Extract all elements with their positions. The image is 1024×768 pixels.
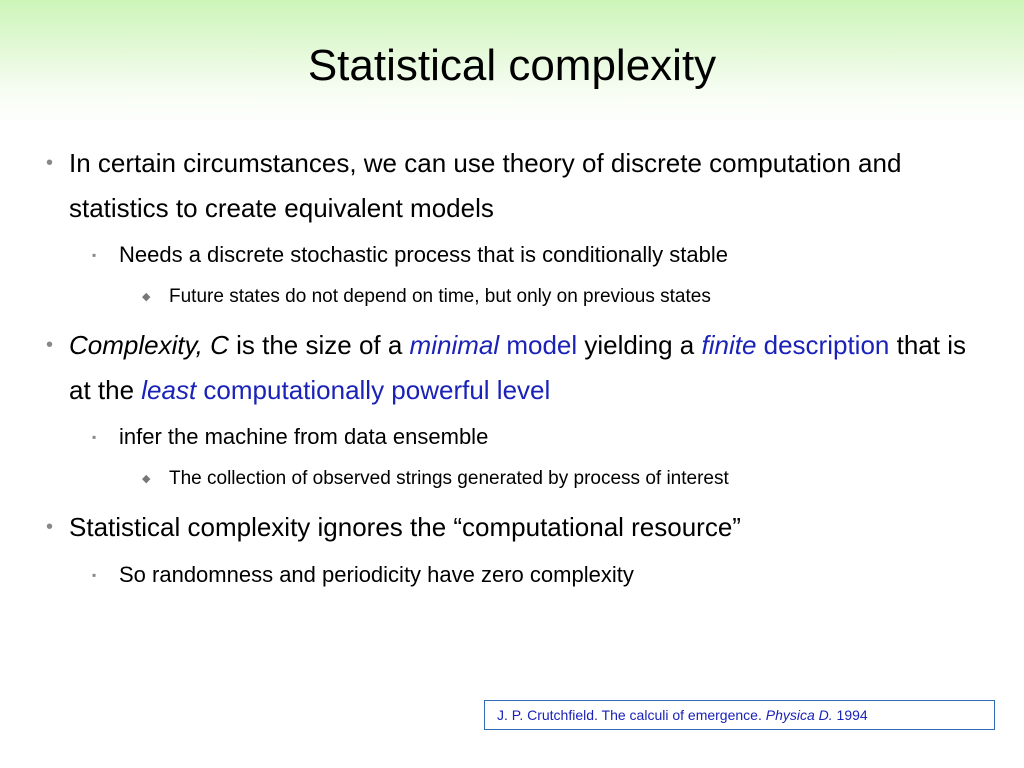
- bullet-level2: [92, 420, 972, 454]
- bullet-level3: [142, 282, 982, 312]
- bullet-level3: [142, 464, 982, 494]
- text-run: is the size of a: [228, 330, 410, 360]
- bullet-level2: [92, 558, 972, 592]
- bullet-level1: [46, 505, 976, 550]
- bullet-text: In certain circumstances, we can use theory of discrete computation and statistics to create equivalent models: [69, 148, 902, 223]
- citation-box: [484, 700, 995, 730]
- bullet-marker-level1: •: [46, 334, 54, 356]
- emphasis-description: description: [756, 330, 890, 360]
- bullet-text: Future states do not depend on time, but only on previous states: [169, 286, 711, 307]
- bullet-marker-level2: ▪: [92, 568, 97, 582]
- bullet-marker-level1: •: [46, 152, 54, 174]
- emphasis-finite: finite: [701, 330, 757, 360]
- bullet-text: So randomness and periodicity have zero complexity: [119, 562, 634, 587]
- complexity-term: Complexity, C: [69, 330, 229, 360]
- citation-year: 1994: [832, 707, 868, 723]
- bullet-text: The collection of observed strings generated by process of interest: [169, 468, 729, 489]
- emphasis-minimal: minimal: [409, 330, 500, 360]
- text-run: that is at the: [69, 330, 966, 405]
- emphasis-computationally-powerful: computationally powerful level: [196, 375, 551, 405]
- citation-journal: Physica D.: [765, 707, 833, 723]
- bullet-text: Statistical complexity ignores the “computational resource”: [69, 512, 741, 542]
- citation-author-title: J. P. Crutchfield. The calculi of emergence.: [497, 707, 766, 723]
- emphasis-least: least: [141, 375, 197, 405]
- bullet-marker-level2: ▪: [92, 430, 97, 444]
- text-run: yielding a: [577, 330, 702, 360]
- bullet-level2: [92, 238, 972, 272]
- bullet-marker-level2: ▪: [92, 248, 97, 262]
- emphasis-model: model: [499, 330, 578, 360]
- bullet-marker-level3: ◆: [142, 291, 151, 303]
- bullet-marker-level1: •: [46, 516, 54, 538]
- bullet-level1: [46, 141, 976, 231]
- bullet-text: Needs a discrete stochastic process that is conditionally stable: [119, 242, 728, 267]
- bullet-text: [69, 323, 976, 413]
- bullet-level1: [46, 323, 976, 413]
- bullet-marker-level3: ◆: [142, 473, 151, 485]
- bullet-text: infer the machine from data ensemble: [119, 424, 489, 449]
- slide-title: Statistical complexity: [307, 41, 717, 90]
